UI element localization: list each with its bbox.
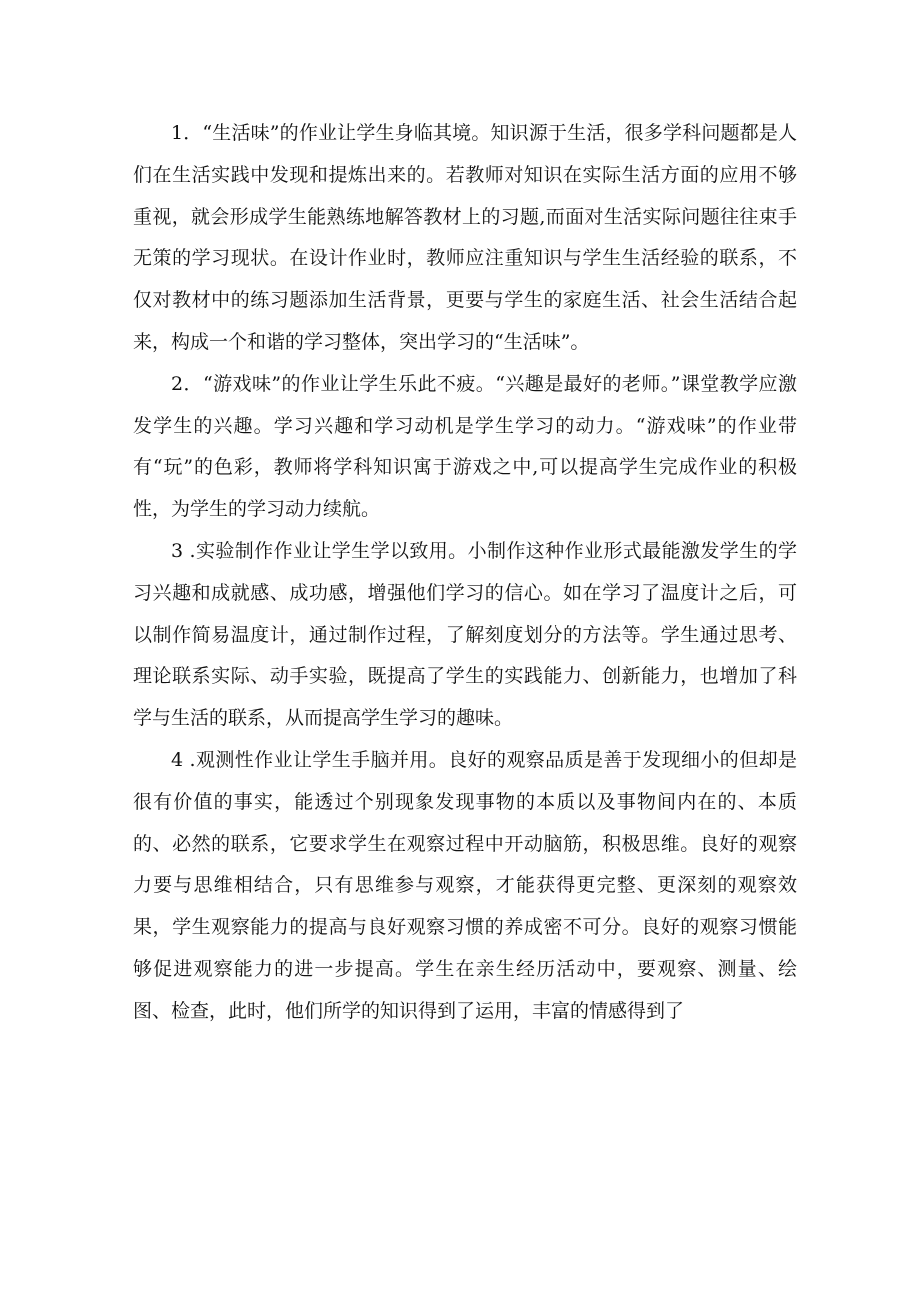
paragraph-3: 3 .实验制作作业让学生学以致用。小制作这种作业形式最能激发学生的学习兴趣和成就感、成功感，增强他们学习的信心。如在学习了温度计之后，可以制作简易温度计，通过制作过程，了解刻度划分的方法等。学生通过思考、理论联系实际、动手实验，既提高了学生的实践能力、创新能力，也增加了科学与生活的联系，从而提高学生学习的趣味。 xyxy=(133,539,797,730)
document-body xyxy=(133,113,797,1033)
paragraph-1: 1．“生活味”的作业让学生身临其境。知识源于生活，很多学科问题都是人们在生活实践中发现和提炼出来的。若教师对知识在实际生活方面的应用不够重视，就会形成学生能熟练地解答教材上的习题,而面对生活实际问题往往束手无策的学习现状。在设计作业时，教师应注重知识与学生生活经验的联系，不仅对教材中的练习题添加生活背景，更要与学生的家庭生活、社会生活结合起来，构成一个和谐的学习整体，突出学习的“生活味”。 xyxy=(133,122,797,353)
paragraph-4: 4 .观测性作业让学生手脑并用。良好的观察品质是善于发现细小的但却是很有价值的事实，能透过个别现象发现事物的本质以及事物间内在的、本质的、必然的联系，它要求学生在观察过程中开动脑筋，积极思维。良好的观察力要与思维相结合，只有思维参与观察，才能获得更完整、更深刻的观察效果，学生观察能力的提高与良好观察习惯的养成密不可分。良好的观察习惯能够促进观察能力的进一步提高。学生在亲生经历活动中，要观察、测量、绘图、检查，此时，他们所学的知识得到了运用，丰富的情感得到了 xyxy=(133,748,797,1022)
paragraph-2: 2．“游戏味”的作业让学生乐此不疲。“兴趣是最好的老师。”课堂教学应激发学生的兴趣。学习兴趣和学习动机是学生学习的动力。“游戏味”的作业带有“玩”的色彩，教师将学科知识寓于游戏之中,可以提高学生完成作业的积极性，为学生的学习动力续航。 xyxy=(133,372,797,521)
